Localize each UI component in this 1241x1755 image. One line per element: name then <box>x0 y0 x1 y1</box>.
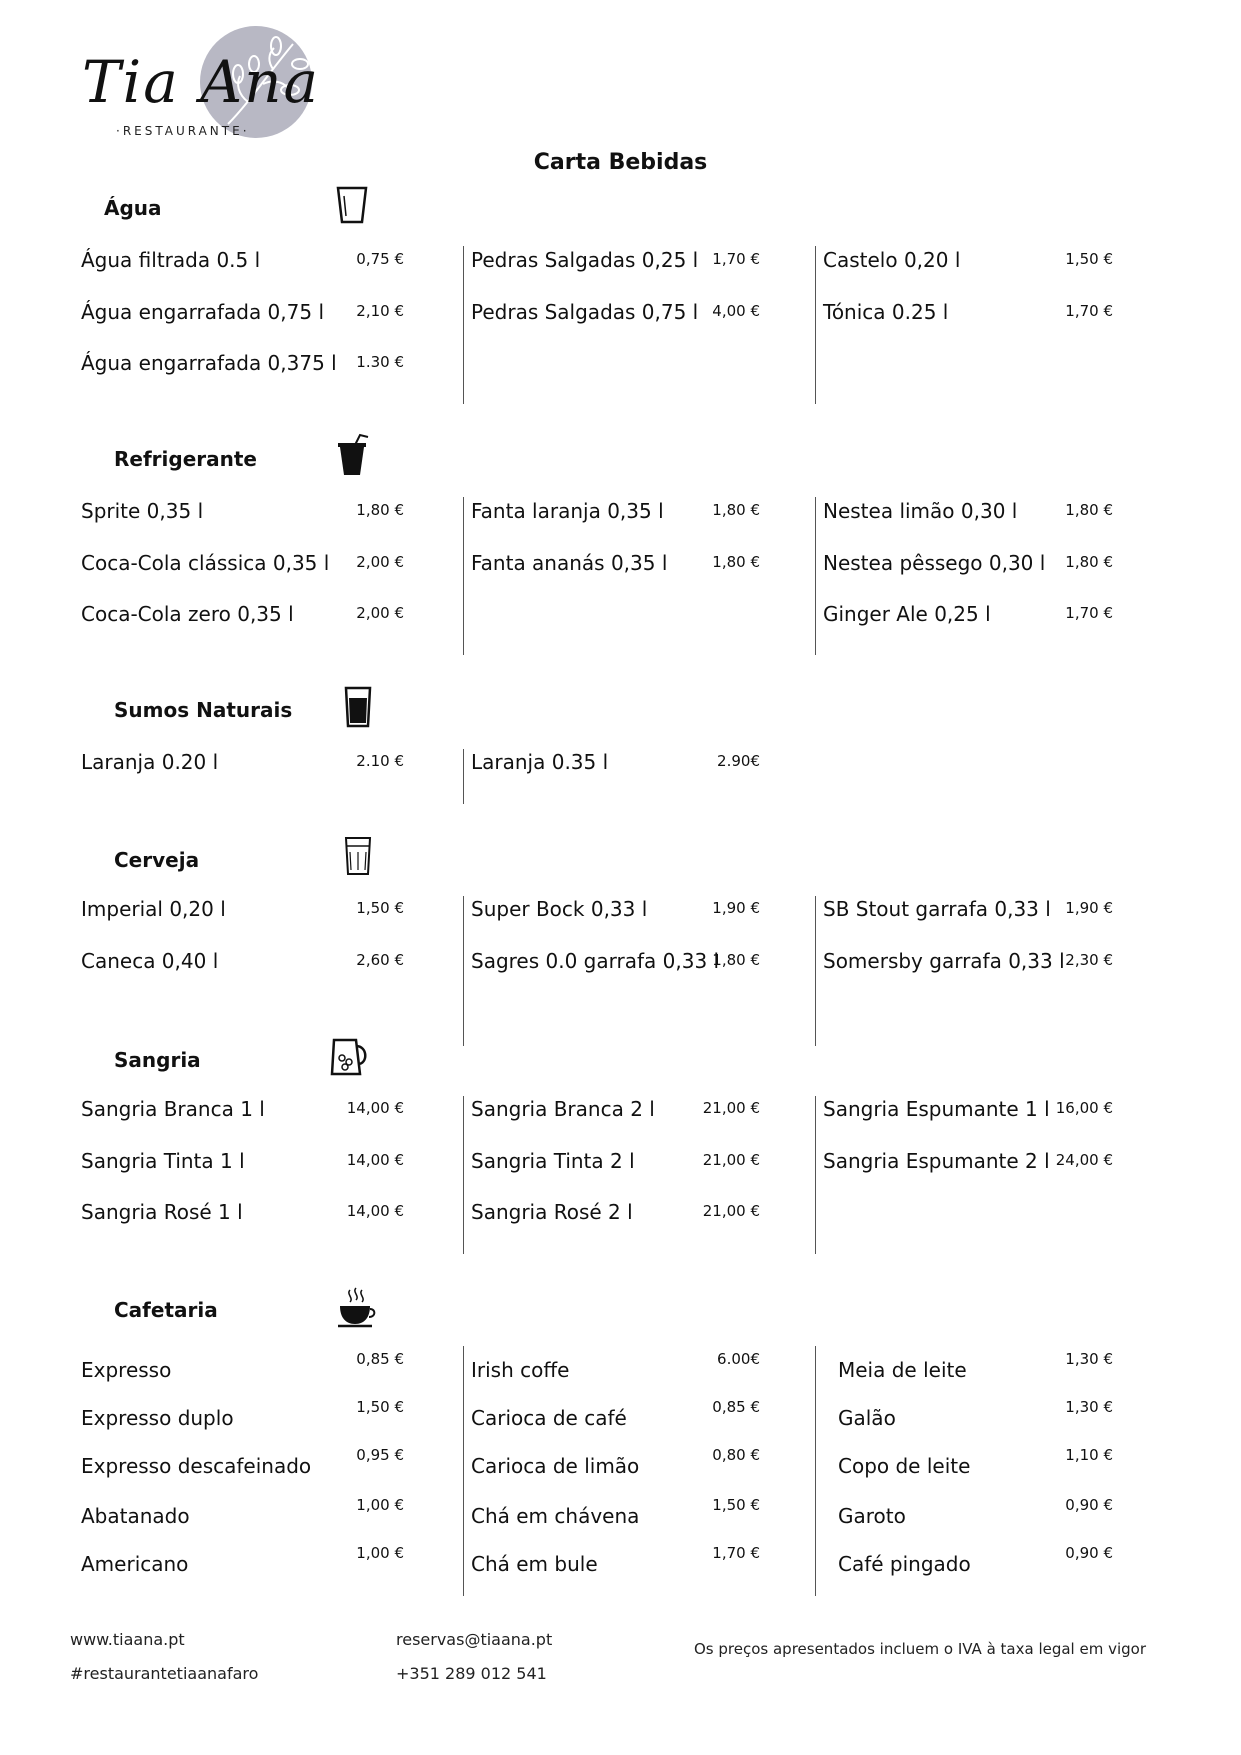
menu-item-price: 21,00 € <box>702 1151 760 1169</box>
menu-item-price: 1,50 € <box>356 1398 404 1416</box>
footer-phone: +351 289 012 541 <box>396 1664 547 1683</box>
menu-item-price: 2,00 € <box>356 553 404 571</box>
section-heading: Sangria <box>114 1048 201 1072</box>
column-divider <box>815 1346 816 1596</box>
menu-item-label: Laranja 0.35 l <box>471 750 609 774</box>
footer-website[interactable]: www.tiaana.pt <box>70 1630 185 1649</box>
menu-item-label: Coca-Cola zero 0,35 l <box>81 602 294 626</box>
column-divider <box>815 246 816 404</box>
menu-item-label: Fanta ananás 0,35 l <box>471 551 668 575</box>
menu-item-price: 1,10 € <box>1065 1446 1113 1464</box>
menu-item-price: 1,90 € <box>712 899 760 917</box>
section-heading: Sumos Naturais <box>114 698 293 722</box>
menu-item-price: 0,95 € <box>356 1446 404 1464</box>
menu-item-price: 2,00 € <box>356 604 404 622</box>
menu-item-label: Sangria Rosé 1 l <box>81 1200 243 1224</box>
column-divider <box>463 246 464 404</box>
menu-item-price: 1,50 € <box>712 1496 760 1514</box>
section-heading: Cerveja <box>114 848 200 872</box>
menu-item-label: Chá em chávena <box>471 1504 640 1528</box>
column-divider <box>463 749 464 804</box>
menu-item-price: 14,00 € <box>346 1151 404 1169</box>
menu-item-price: 21,00 € <box>702 1099 760 1117</box>
menu-item-label: Água filtrada 0.5 l <box>81 248 261 272</box>
menu-item-label: Garoto <box>838 1504 906 1528</box>
menu-item-price: 0,80 € <box>712 1446 760 1464</box>
column-divider <box>463 1096 464 1254</box>
menu-item-label: Nestea limão 0,30 l <box>823 499 1018 523</box>
menu-item-label: Chá em bule <box>471 1552 598 1576</box>
footer-email[interactable]: reservas@tiaana.pt <box>396 1630 553 1649</box>
logo-subtitle: ·RESTAURANTE· <box>116 124 250 138</box>
menu-item-label: Irish coffe <box>471 1358 570 1382</box>
menu-item-price: 2,10 € <box>356 302 404 320</box>
menu-item-price: 1,80 € <box>712 951 760 969</box>
menu-item-label: Sangria Rosé 2 l <box>471 1200 633 1224</box>
menu-item-label: Coca-Cola clássica 0,35 l <box>81 551 330 575</box>
menu-item-label: Expresso duplo <box>81 1406 234 1430</box>
menu-item-label: Sangria Tinta 1 l <box>81 1149 245 1173</box>
menu-item-label: Carioca de café <box>471 1406 627 1430</box>
column-divider <box>463 1346 464 1596</box>
menu-item-price: 6.00€ <box>717 1350 760 1368</box>
menu-item-label: Somersby garrafa 0,33 l <box>823 949 1065 973</box>
footer-hashtag: #restaurantetiaanafaro <box>70 1664 259 1683</box>
beer-glass-icon <box>336 834 380 878</box>
menu-item-price: 1,00 € <box>356 1496 404 1514</box>
menu-item-price: 1,80 € <box>1065 501 1113 519</box>
menu-item-price: 21,00 € <box>702 1202 760 1220</box>
menu-item-label: Café pingado <box>838 1552 971 1576</box>
menu-item-price: 2,60 € <box>356 951 404 969</box>
menu-item-price: 1,50 € <box>1065 250 1113 268</box>
menu-item-label: Nestea pêssego 0,30 l <box>823 551 1046 575</box>
menu-item-label: Sangria Tinta 2 l <box>471 1149 635 1173</box>
menu-item-label: Expresso descafeinado <box>81 1454 312 1478</box>
menu-item-price: 14,00 € <box>346 1099 404 1117</box>
menu-item-label: Castelo 0,20 l <box>823 248 961 272</box>
menu-item-price: 24,00 € <box>1055 1151 1113 1169</box>
menu-item-label: Copo de leite <box>838 1454 971 1478</box>
menu-item-price: 0,75 € <box>356 250 404 268</box>
menu-item-label: Galão <box>838 1406 896 1430</box>
menu-item-label: Sagres 0.0 garrafa 0,33 l <box>471 949 720 973</box>
menu-item-price: 0,85 € <box>712 1398 760 1416</box>
pitcher-icon <box>326 1034 370 1078</box>
menu-item-price: 16,00 € <box>1055 1099 1113 1117</box>
menu-item-price: 1,80 € <box>712 501 760 519</box>
menu-item-label: Sangria Branca 1 l <box>81 1097 265 1121</box>
section-heading: Refrigerante <box>114 447 257 471</box>
menu-item-label: Super Bock 0,33 l <box>471 897 648 921</box>
menu-item-price: 1,00 € <box>356 1544 404 1562</box>
menu-item-price: 2.10 € <box>356 752 404 770</box>
menu-item-label: Abatanado <box>81 1504 190 1528</box>
menu-item-price: 1,80 € <box>1065 553 1113 571</box>
menu-item-label: Meia de leite <box>838 1358 967 1382</box>
menu-item-label: Laranja 0.20 l <box>81 750 219 774</box>
menu-item-label: Água engarrafada 0,75 l <box>81 300 324 324</box>
menu-item-label: Fanta laranja 0,35 l <box>471 499 664 523</box>
menu-item-price: 1,30 € <box>1065 1350 1113 1368</box>
menu-item-label: Imperial 0,20 l <box>81 897 226 921</box>
menu-item-label: Tónica 0.25 l <box>823 300 949 324</box>
menu-item-price: 2,30 € <box>1065 951 1113 969</box>
menu-item-price: 1,30 € <box>1065 1398 1113 1416</box>
menu-item-price: 0,90 € <box>1065 1544 1113 1562</box>
section-heading: Cafetaria <box>114 1298 218 1322</box>
menu-item-label: Pedras Salgadas 0,25 l <box>471 248 699 272</box>
menu-item-price: 14,00 € <box>346 1202 404 1220</box>
column-divider <box>815 896 816 1046</box>
juice-glass-icon <box>336 684 380 728</box>
menu-item-price: 1,80 € <box>356 501 404 519</box>
menu-item-label: Água engarrafada 0,375 l <box>81 351 337 375</box>
menu-item-label: Caneca 0,40 l <box>81 949 219 973</box>
menu-item-price: 0,90 € <box>1065 1496 1113 1514</box>
soda-cup-icon <box>330 433 374 477</box>
restaurant-logo <box>78 24 338 144</box>
menu-item-price: 1,70 € <box>1065 302 1113 320</box>
menu-item-price: 1,70 € <box>712 1544 760 1562</box>
column-divider <box>463 497 464 655</box>
column-divider <box>815 497 816 655</box>
menu-item-label: Ginger Ale 0,25 l <box>823 602 991 626</box>
menu-item-label: Carioca de limão <box>471 1454 640 1478</box>
menu-item-price: 2.90€ <box>717 752 760 770</box>
column-divider <box>463 896 464 1046</box>
menu-item-label: SB Stout garrafa 0,33 l <box>823 897 1051 921</box>
menu-item-label: Pedras Salgadas 0,75 l <box>471 300 699 324</box>
menu-item-price: 1,50 € <box>356 899 404 917</box>
menu-item-price: 1,70 € <box>1065 604 1113 622</box>
menu-item-price: 1,70 € <box>712 250 760 268</box>
menu-item-price: 4,00 € <box>712 302 760 320</box>
menu-item-label: Sprite 0,35 l <box>81 499 204 523</box>
page-title: Carta Bebidas <box>533 150 708 175</box>
menu-item-label: Sangria Espumante 1 l <box>823 1097 1050 1121</box>
coffee-cup-icon <box>334 1284 378 1328</box>
menu-item-label: Sangria Espumante 2 l <box>823 1149 1050 1173</box>
menu-item-price: 1,80 € <box>712 553 760 571</box>
section-heading: Água <box>104 196 162 220</box>
menu-item-label: Expresso <box>81 1358 172 1382</box>
footer-tax-note: Os preços apresentados incluem o IVA à taxa legal em vigor <box>694 1640 1147 1658</box>
menu-item-label: Americano <box>81 1552 189 1576</box>
menu-item-price: 0,85 € <box>356 1350 404 1368</box>
menu-item-price: 1.30 € <box>356 353 404 371</box>
menu-item-label: Sangria Branca 2 l <box>471 1097 655 1121</box>
column-divider <box>815 1096 816 1254</box>
menu-item-price: 1,90 € <box>1065 899 1113 917</box>
logo-brand-text: Tia Ana <box>82 48 321 116</box>
glass-icon <box>330 182 374 226</box>
